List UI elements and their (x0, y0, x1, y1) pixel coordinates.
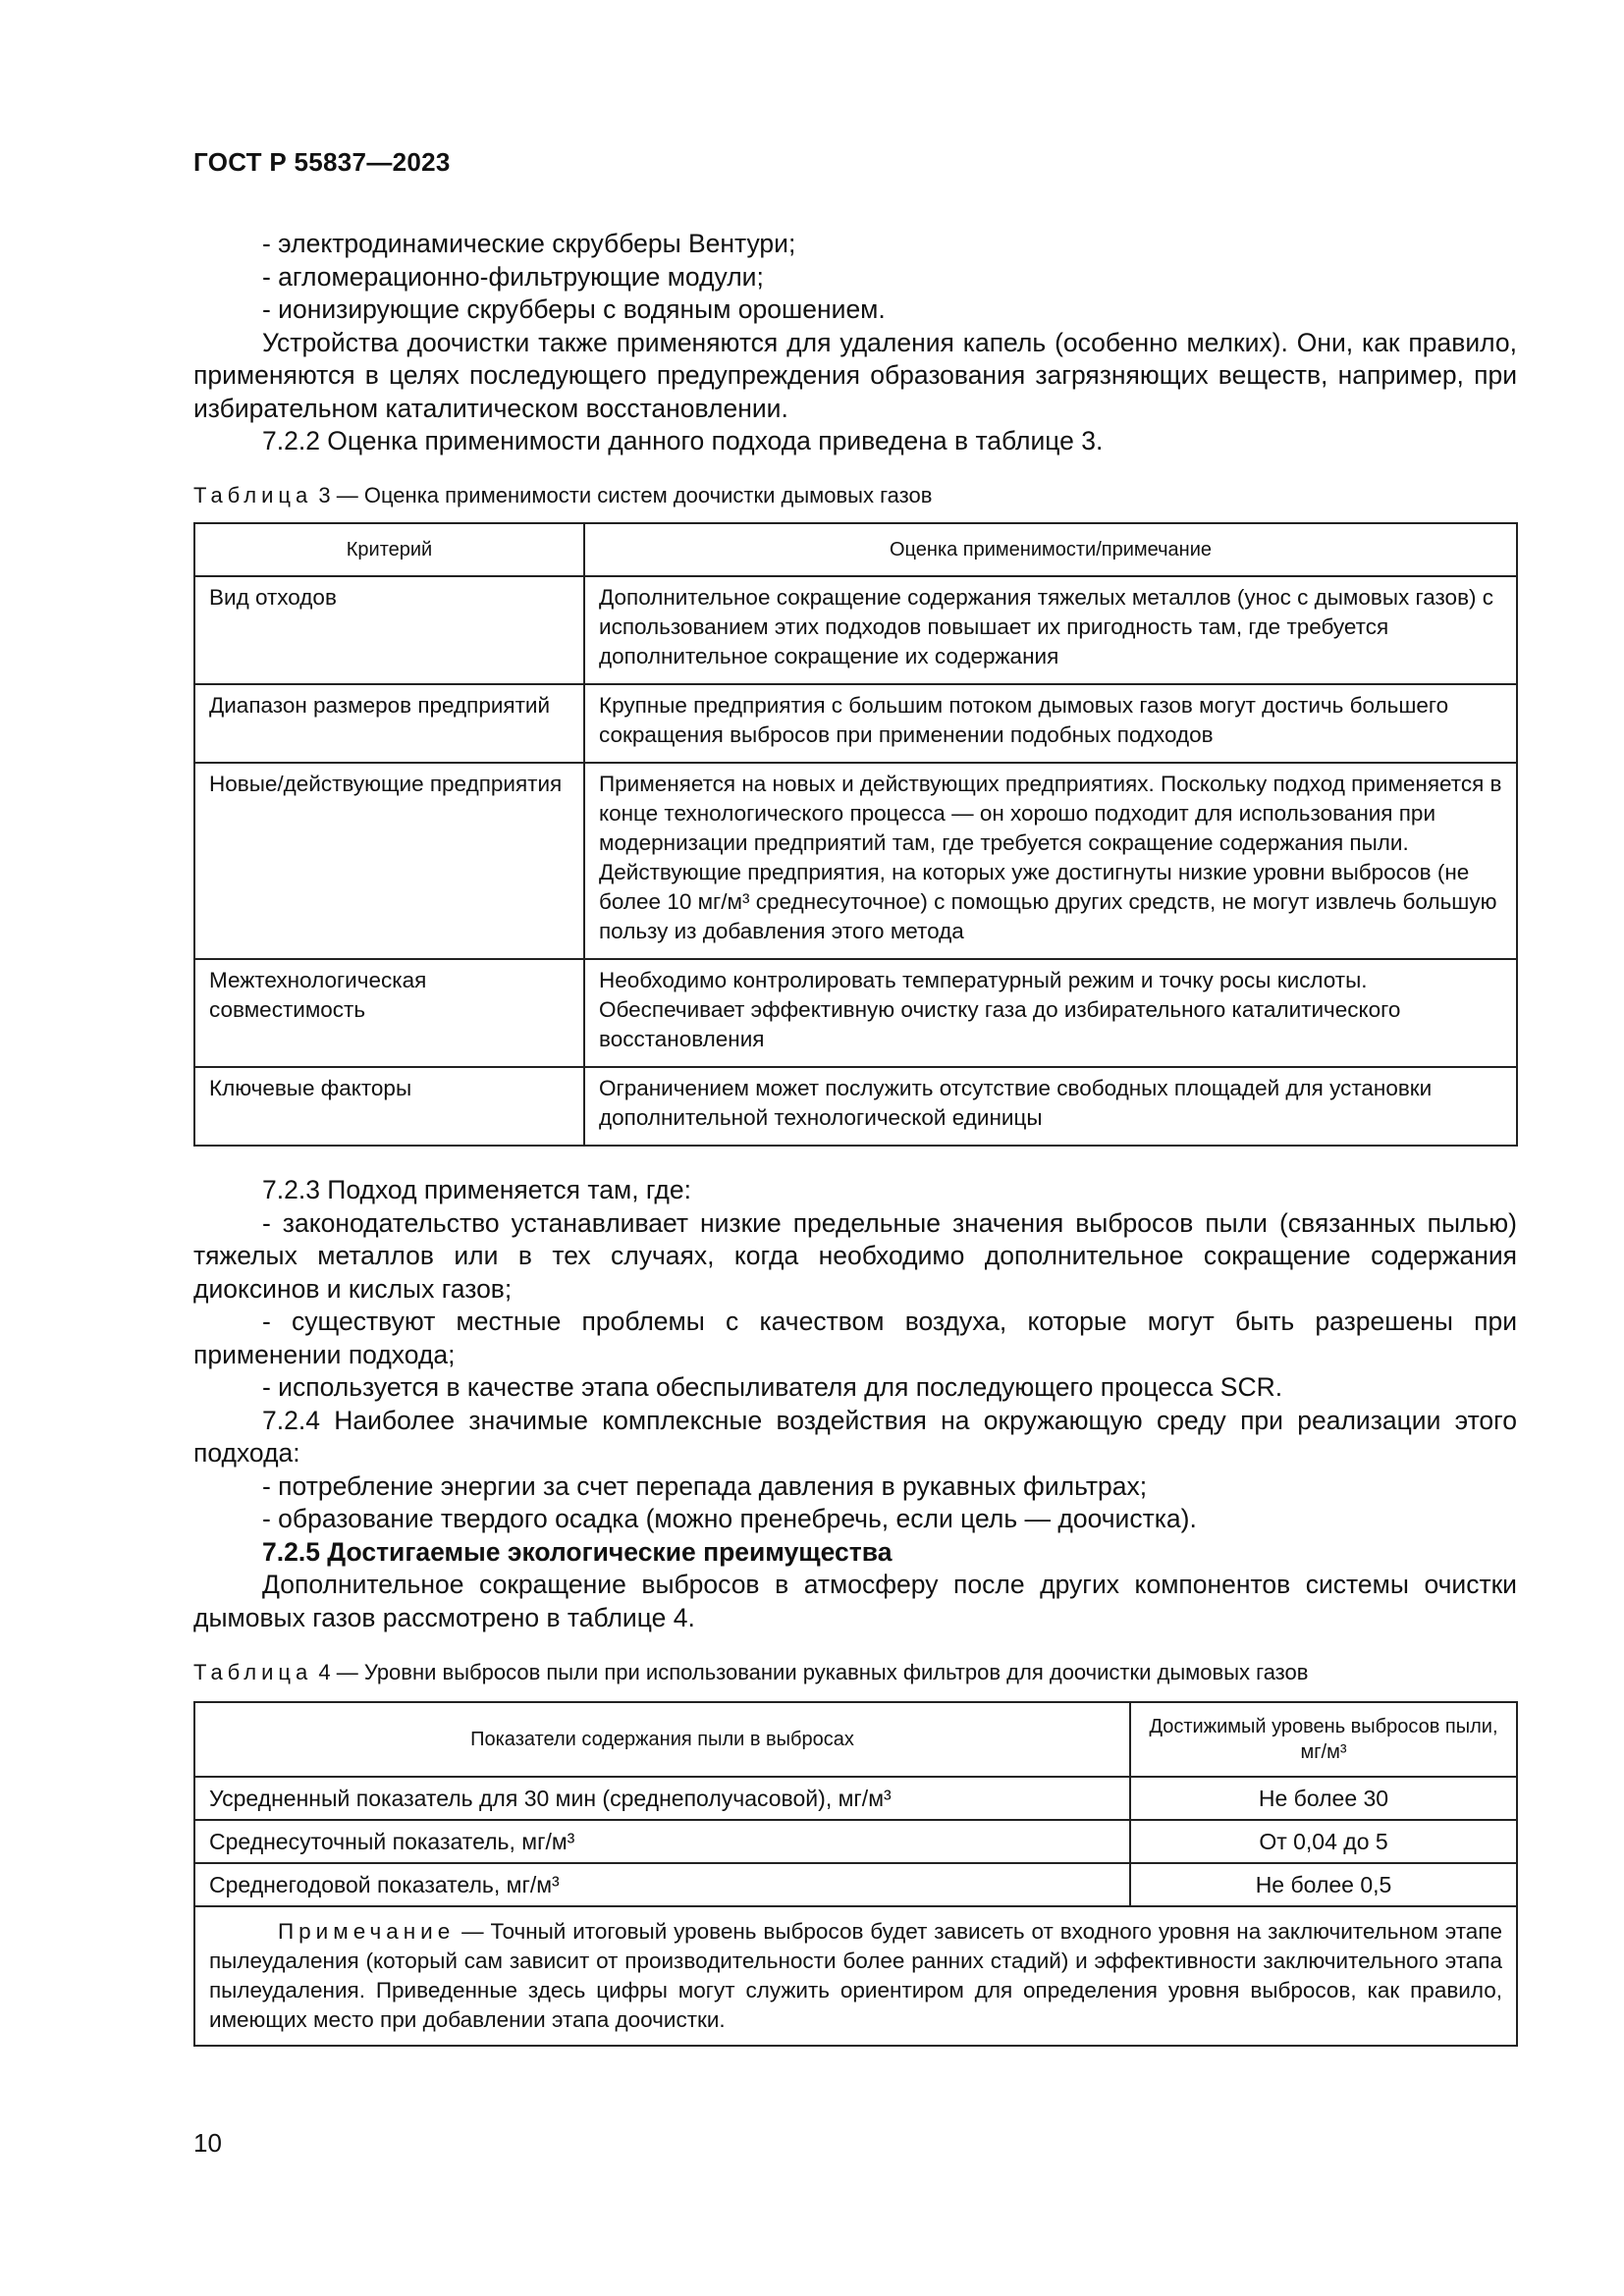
list-item: - образование твердого осадка (можно пренебречь, если цель — доочистка). (262, 1504, 1197, 1533)
document-header: ГОСТ Р 55837—2023 (193, 147, 451, 177)
table-3-caption (193, 482, 1529, 509)
column-header: Оценка применимости/примечание (584, 523, 1517, 576)
indicator-cell: Усредненный показатель для 30 мин (среднеполучасовой), мг/м³ (194, 1777, 1130, 1820)
indicator-cell: Среднегодовой показатель, мг/м³ (194, 1863, 1130, 1906)
paragraph: Устройства доочистки также применяются для удаления капель (особенно мелких). Они, как правило, применяются в целях последующего предупреждения образования загрязняющих веществ, например, при избирательном каталитическом восстановлении. (193, 327, 1517, 423)
note-text: — Точный итоговый уровень выбросов будет зависеть от входного уровня на заключительном этапе пылеудаления (который сам зависит от производительности более ранних стадий) и эффективности заключительного этапа пылеудаления. Приведенные здесь цифры могут служить ориентиром для определения уровня выбросов, как правило, имеющих место при добавлении этапа доочистки. (209, 1919, 1502, 2032)
criterion-cell: Вид отходов (194, 576, 584, 684)
list-item: - агломерационно-фильтрующие модули; (262, 261, 764, 292)
criterion-cell: Новые/действующие предприятия (194, 763, 584, 959)
list-item: - используется в качестве этапа обеспыливателя для последующего процесса SCR. (262, 1372, 1283, 1402)
level-cell: Не более 30 (1130, 1777, 1517, 1820)
assessment-cell: Дополнительное сокращение содержания тяжелых металлов (унос с дымовых газов) с использованием этих подходов повышает их пригодность там, где требуется дополнительное сокращение их содержания (584, 576, 1517, 684)
table-4 (193, 1701, 1518, 2047)
table-3 (193, 522, 1518, 1147)
criterion-cell: Межтехнологическая совместимость (194, 959, 584, 1067)
assessment-cell: Ограничением может послужить отсутствие свободных площадей для установки дополнительной технологической единицы (584, 1067, 1517, 1146)
page-number: 10 (193, 2128, 222, 2158)
list-item: - потребление энергии за счет перепада давления в рукавных фильтрах; (262, 1470, 1148, 1501)
section-7-2-3-lead: 7.2.3 Подход применяется там, где: (262, 1175, 691, 1204)
table-note (194, 1906, 1517, 2046)
assessment-cell: Необходимо контролировать температурный режим и точку росы кислоты. Обеспечивает эффективную очистку газа до избирательного каталитического восстановления (584, 959, 1517, 1067)
list-item: - существуют местные проблемы с качеством воздуха, которые могут быть разрешены при применении подхода; (193, 1307, 1517, 1369)
table-row (194, 1820, 1517, 1863)
table-row (194, 1863, 1517, 1906)
table-note-row (194, 1906, 1517, 2046)
list-item: - электродинамические скрубберы Вентури; (262, 229, 796, 258)
list-item: - законодательство устанавливает низкие предельные значения выбросов пыли (связанных пылью) тяжелых металлов или в тех случаях, когда необходимо дополнительное сокращение содержания диоксинов и кислых газов; (193, 1207, 1517, 1304)
table-row (194, 1777, 1517, 1820)
table-header-row (194, 1702, 1517, 1777)
column-header: Критерий (194, 523, 584, 576)
assessment-cell: Крупные предприятия с большим потоком дымовых газов могут достичь большего сокращения выбросов при применении подобных подходов (584, 684, 1517, 763)
criterion-cell: Ключевые факторы (194, 1067, 584, 1146)
column-header: Показатели содержания пыли в выбросах (194, 1702, 1130, 1777)
column-header: Достижимый уровень выбросов пыли, мг/м³ (1130, 1702, 1517, 1777)
level-cell: Не более 0,5 (1130, 1863, 1517, 1906)
paragraph: Дополнительное сокращение выбросов в атмосферу после других компонентов системы очистки дымовых газов рассмотрено в таблице 4. (193, 1570, 1517, 1632)
criterion-cell: Диапазон размеров предприятий (194, 684, 584, 763)
note-prefix: Примечание (278, 1919, 456, 1944)
table-header-row (194, 523, 1517, 576)
indicator-cell: Среднесуточный показатель, мг/м³ (194, 1820, 1130, 1863)
table-row (194, 576, 1517, 684)
level-cell: От 0,04 до 5 (1130, 1820, 1517, 1863)
table-row (194, 684, 1517, 763)
table-4-caption (193, 1659, 1529, 1686)
table-row (194, 959, 1517, 1067)
list-item: - ионизирующие скрубберы с водяным орошением. (262, 294, 886, 324)
intro-block (193, 228, 1517, 458)
caption-text: 3 — Оценка применимости систем доочистки дымовых газов (312, 483, 933, 507)
table-row (194, 763, 1517, 959)
assessment-cell: Применяется на новых и действующих предприятиях. Поскольку подход применяется в конце технологического процесса — он хорошо подходит для использования при модернизации предприятий там, где требуется сокращение содержания пыли. Действующие предприятия, на которых уже достигнуты низкие уровни выбросов (не более 10 мг/м³ среднесуточное) с помощью других средств, не могут извлечь большую пользу из добавления этого метода (584, 763, 1517, 959)
caption-prefix: Таблица (193, 483, 313, 507)
sections-block (193, 1174, 1517, 1634)
caption-text: 4 — Уровни выбросов пыли при использовании рукавных фильтров для доочистки дымовых газов (312, 1660, 1309, 1684)
table-row (194, 1067, 1517, 1146)
section-7-2-5-heading: 7.2.5 Достигаемые экологические преимущества (262, 1536, 893, 1567)
paragraph-7-2-2: 7.2.2 Оценка применимости данного подхода приведена в таблице 3. (262, 426, 1104, 455)
caption-prefix: Таблица (193, 1660, 313, 1684)
section-7-2-4-lead: 7.2.4 Наиболее значимые комплексные воздействия на окружающую среду при реализации этого подхода: (193, 1405, 1517, 1468)
